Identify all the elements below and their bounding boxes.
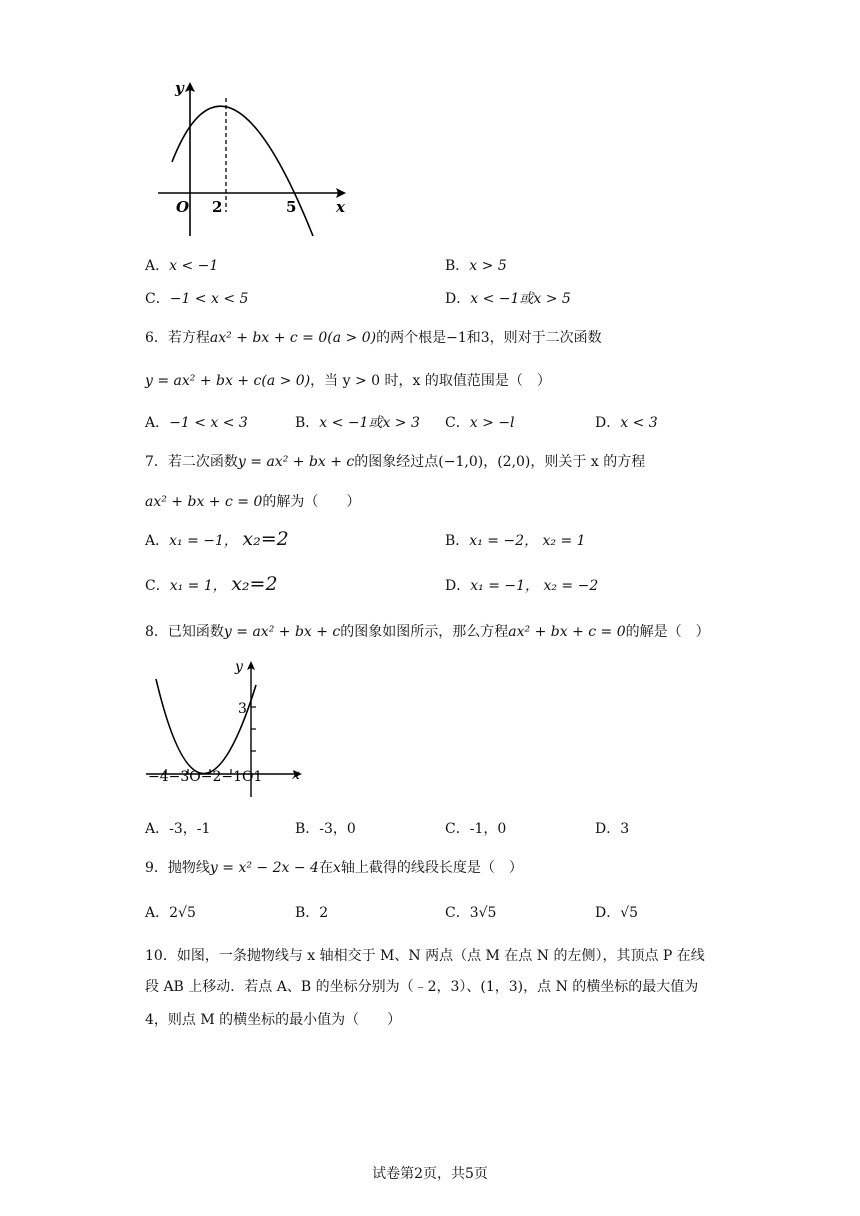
q7-option-d[interactable]: D．x₁ = −1， x₂ = −2 (445, 578, 599, 594)
x-axis-label: x (292, 767, 300, 783)
origin-label: O (176, 198, 190, 216)
x-tick-labels: −4−3O−2−1O1 (148, 769, 263, 785)
q10-stem-line-3: 4，则点 M 的横坐标的最小值为（ ） (145, 1012, 402, 1028)
q8-option-d[interactable]: D．3 (595, 821, 630, 837)
parabola-curve (172, 106, 313, 236)
q10-stem-line-2: 段 AB 上移动．若点 A、B 的坐标分别为（﹣2，3）、(1，3)，点 N 的横坐标的最大值为 (145, 979, 699, 995)
q9-option-d[interactable]: D．√5 (595, 905, 639, 921)
q5-option-c[interactable]: C．−1 < x < 5 (145, 291, 249, 307)
q7-stem-line-2: ax² + bx + c = 0的解为（ ） (145, 494, 361, 510)
page-footer: 试卷第2页，共5页 (372, 1166, 488, 1182)
q6-stem-line-2: y = ax² + bx + c(a > 0)，当 y > 0 时，x 的取值范围是（ ） (145, 373, 551, 389)
q8-option-a[interactable]: A．-3，-1 (145, 821, 211, 837)
tick-label-2: 2 (212, 198, 223, 216)
parabola-graph-2 (140, 655, 310, 805)
q9-option-c[interactable]: C．3√5 (445, 905, 497, 921)
q5-option-b[interactable]: B．x > 5 (445, 258, 507, 274)
q7-option-a[interactable]: A．x₁ = −1， x₂=2 (145, 528, 289, 550)
q9-stem: 9．抛物线y = x² − 2x − 4在x轴上截得的线段长度是（ ） (145, 860, 523, 876)
q5-option-d[interactable]: D．x < −1或x > 5 (445, 291, 571, 307)
y-axis-label: y (235, 659, 243, 675)
y-axis-label: y (175, 79, 184, 97)
q6-option-a[interactable]: A．−1 < x < 3 (145, 415, 248, 431)
q7-option-b[interactable]: B．x₁ = −2， x₂ = 1 (445, 533, 586, 549)
q5-option-a[interactable]: A．x < −1 (145, 258, 219, 274)
q9-option-a[interactable]: A．2√5 (145, 905, 196, 921)
q6-option-c[interactable]: C．x > −l (445, 415, 515, 431)
parabola-graph-1 (150, 72, 360, 242)
y-tick-3: 3 (238, 701, 247, 717)
q8-option-c[interactable]: C．-1，0 (445, 821, 507, 837)
q6-option-b[interactable]: B．x < −1或x > 3 (295, 415, 420, 431)
tick-label-5: 5 (286, 198, 297, 216)
q7-stem-line-1: 7．若二次函数y = ax² + bx + c的图象经过点(−1,0)，(2,0)，则关于 x 的方程 (145, 454, 646, 470)
x-axis-label: x (336, 198, 345, 216)
q10-stem-line-1: 10．如图，一条抛物线与 x 轴相交于 M、N 两点（点 M 在点 N 的左侧），其顶点 P 在线 (145, 948, 705, 964)
q6-option-d[interactable]: D．x < 3 (595, 415, 658, 431)
q6-stem-line-1: 6．若方程ax² + bx + c = 0(a > 0)的两个根是−1和3，则对于二次函数 (145, 330, 602, 346)
q8-stem: 8．已知函数y = ax² + bx + c的图象如图所示，那么方程ax² + bx + c = 0的解是（ ） (145, 624, 710, 640)
q8-option-b[interactable]: B．-3，0 (295, 821, 356, 837)
q9-option-b[interactable]: B．2 (295, 905, 329, 921)
q7-option-c[interactable]: C．x₁ = 1， x₂=2 (145, 573, 278, 595)
parabola-curve (156, 679, 256, 774)
